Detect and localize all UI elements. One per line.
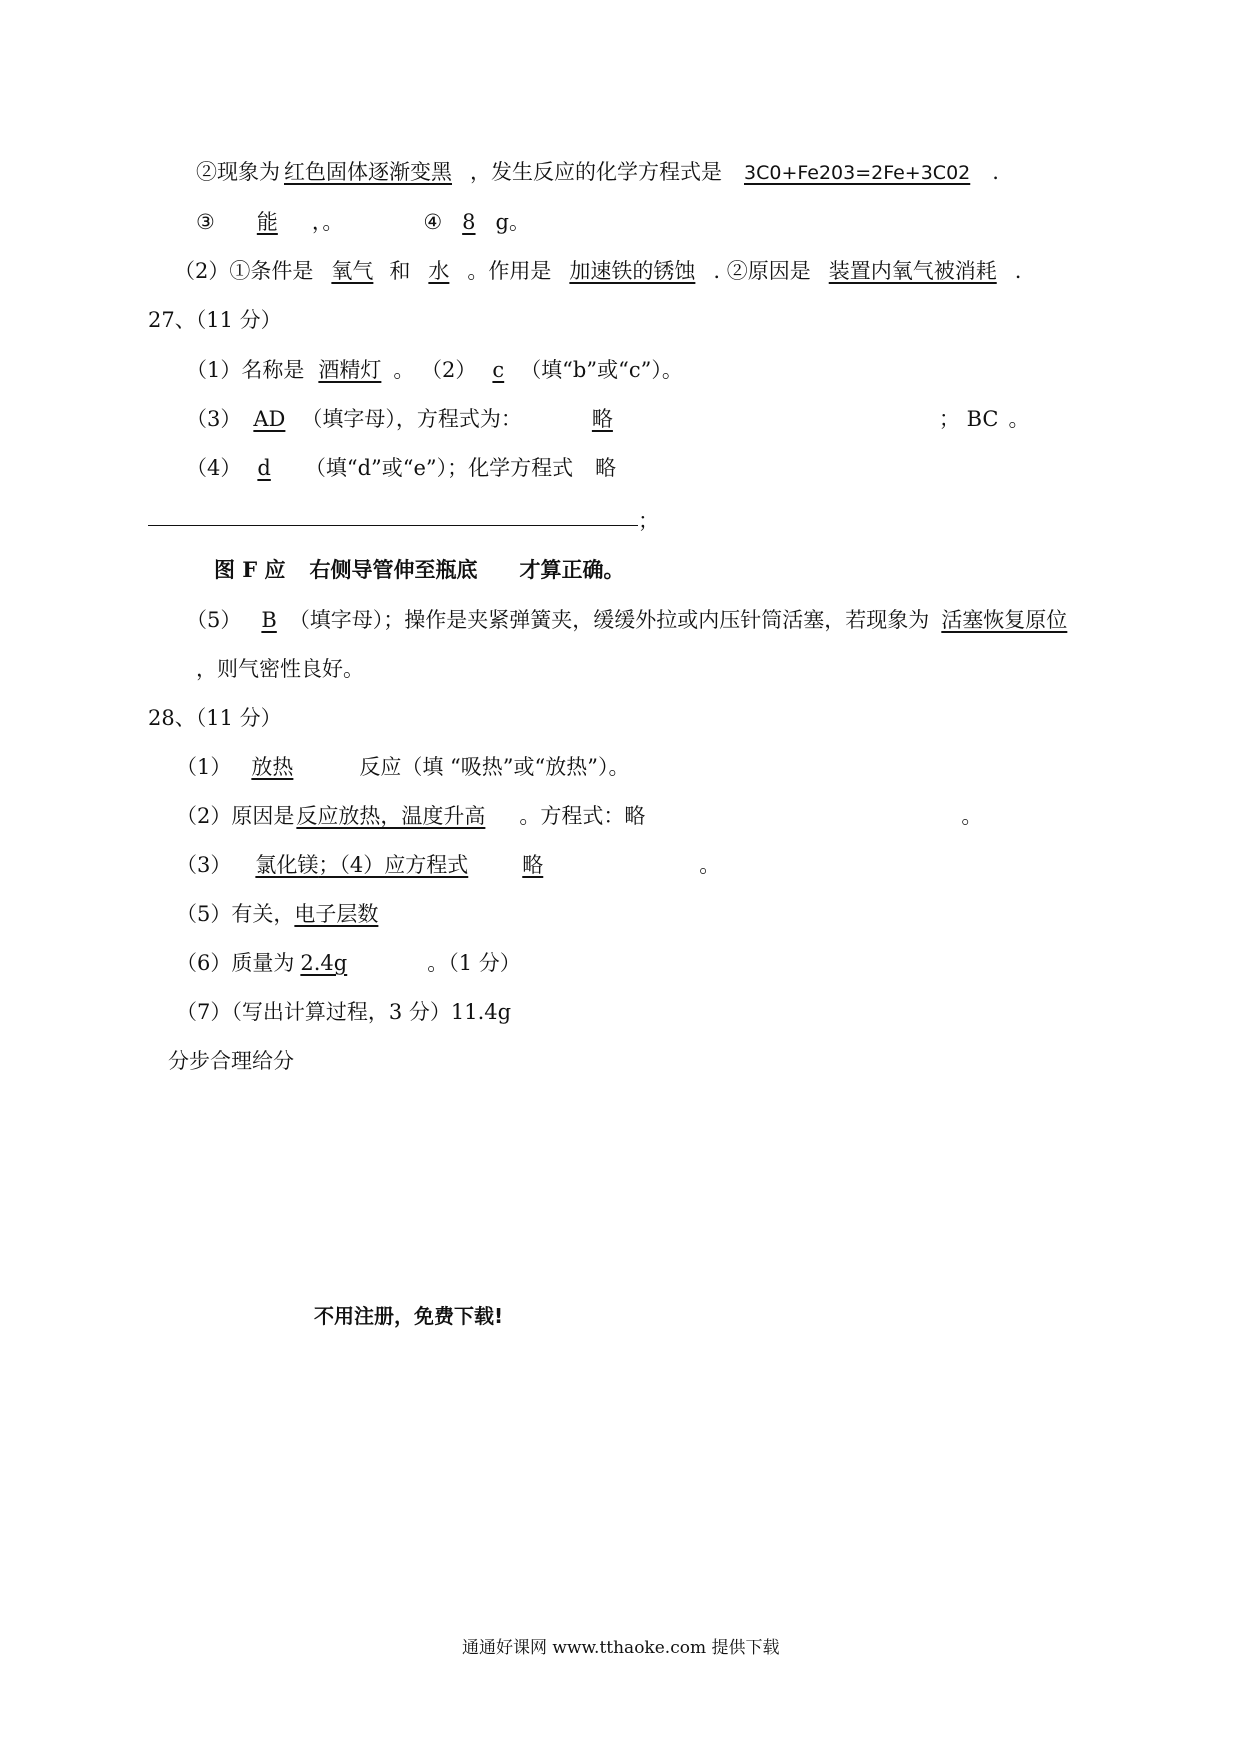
answer-4: 8	[462, 210, 476, 234]
q28-line-6: （7）（写出计算过程，3 分）11.4g	[176, 1000, 512, 1024]
text: ； BC	[938, 407, 999, 431]
q28-line-2	[176, 802, 982, 830]
text: .	[992, 160, 999, 184]
answer-mgcl2: 氯化镁	[255, 853, 319, 877]
answer-equation-28: 略	[522, 853, 544, 877]
q27-figure-note	[214, 556, 625, 584]
text: 。 （2）	[393, 358, 477, 382]
q27-line-5	[186, 606, 1067, 634]
answer-B: B	[261, 608, 277, 632]
text: 。	[699, 853, 721, 877]
text: （1）名称是	[186, 358, 305, 382]
text: .	[1014, 259, 1022, 283]
text: （6）质量为	[176, 951, 295, 975]
text: （填字母），方程式为：	[301, 407, 522, 431]
answer-equation-27	[522, 407, 939, 431]
text: ；（4）应方程式	[318, 853, 469, 877]
q28-line-5	[176, 949, 521, 977]
text: （填字母）；操作是夹紧弹簧夹，缓缓外拉或内压针筒活塞，若现象为	[288, 608, 930, 632]
answer-3: 能	[256, 210, 278, 234]
q27-heading: 27、（11 分）	[148, 308, 282, 332]
text: 图 F 应	[214, 557, 286, 582]
answer-reason: 装置内氧气被消耗	[828, 259, 997, 283]
q28-heading: 28、（11 分）	[148, 706, 282, 730]
text: 右侧导管伸至瓶底	[309, 557, 478, 582]
q27-line-5b	[186, 655, 364, 683]
answer-reason-28: 反应放热，温度升高	[296, 804, 486, 828]
text: ②现象为	[196, 160, 280, 184]
text: （2）①条件是	[174, 259, 314, 283]
text: （3）	[186, 407, 242, 431]
q28-line-3	[176, 851, 720, 879]
text: ，。	[311, 210, 344, 234]
answer-phenomenon: 红色固体逐渐变黑	[284, 160, 452, 184]
text: （4）	[186, 456, 242, 480]
q28-scoring-note: 分步合理给分	[168, 1049, 294, 1073]
text: 。作用是	[467, 259, 552, 283]
text: 才算正确。	[519, 557, 625, 582]
answer-AD: AD	[253, 407, 286, 431]
answer-mass: 2.4g	[300, 951, 348, 975]
answer-piston: 活塞恢复原位	[941, 608, 1068, 632]
answer-d: d	[257, 456, 271, 480]
text: 略	[595, 456, 617, 480]
q27-line-1	[186, 356, 683, 384]
text: （2）原因是	[176, 804, 295, 828]
text: （填“d”或“e”）；化学方程式	[304, 456, 574, 480]
q27-line-semicolon: ；	[638, 509, 659, 533]
text: . ②原因是	[713, 259, 811, 283]
page-footer: 通通好课网 www.tthaoke.com 提供下载	[462, 1638, 780, 1658]
text: 略	[591, 407, 613, 431]
q28-line-1	[176, 753, 630, 781]
answer-c: c	[492, 358, 505, 382]
text: ③	[196, 210, 215, 234]
text: 和	[389, 259, 411, 283]
answer-exothermic: 放热	[251, 755, 294, 779]
answer-equation: 3C0+Fe203=2Fe+3C02	[744, 162, 971, 184]
q27-line-4	[186, 454, 616, 482]
text: ④	[423, 210, 443, 234]
text: 。	[961, 804, 983, 828]
promo-text: 不用注册，免费下载!	[314, 1304, 504, 1328]
text: （填“b”或“c”）。	[520, 358, 683, 382]
q28-line-4	[176, 900, 434, 928]
text: （5）	[186, 608, 242, 632]
answer-shells: 电子层数	[294, 902, 379, 926]
text: ，则气密性良好。	[196, 657, 364, 681]
text: g。	[495, 210, 530, 234]
text: （1）	[176, 755, 232, 779]
text: 。（1 分）	[427, 951, 521, 975]
answer-function: 加速铁的锈蚀	[569, 259, 696, 283]
answer-lamp: 酒精灯	[318, 358, 382, 382]
answer-blank-line	[148, 525, 638, 526]
text: （5）有关，	[176, 902, 295, 926]
q26-line-2	[174, 257, 1021, 285]
answer-water: 水	[428, 259, 450, 283]
text: 反应（填 “吸热”或“放热”）。	[359, 755, 630, 779]
answer-oxygen: 氧气	[331, 259, 374, 283]
q26-line-3-4	[196, 208, 530, 236]
text: ，发生反应的化学方程式是	[470, 160, 722, 184]
text: 。	[1008, 407, 1030, 431]
q26-line-phenomenon	[196, 158, 999, 187]
q27-line-3	[186, 405, 1029, 433]
text: （3）	[176, 853, 232, 877]
text: 。方程式：略	[519, 804, 646, 828]
